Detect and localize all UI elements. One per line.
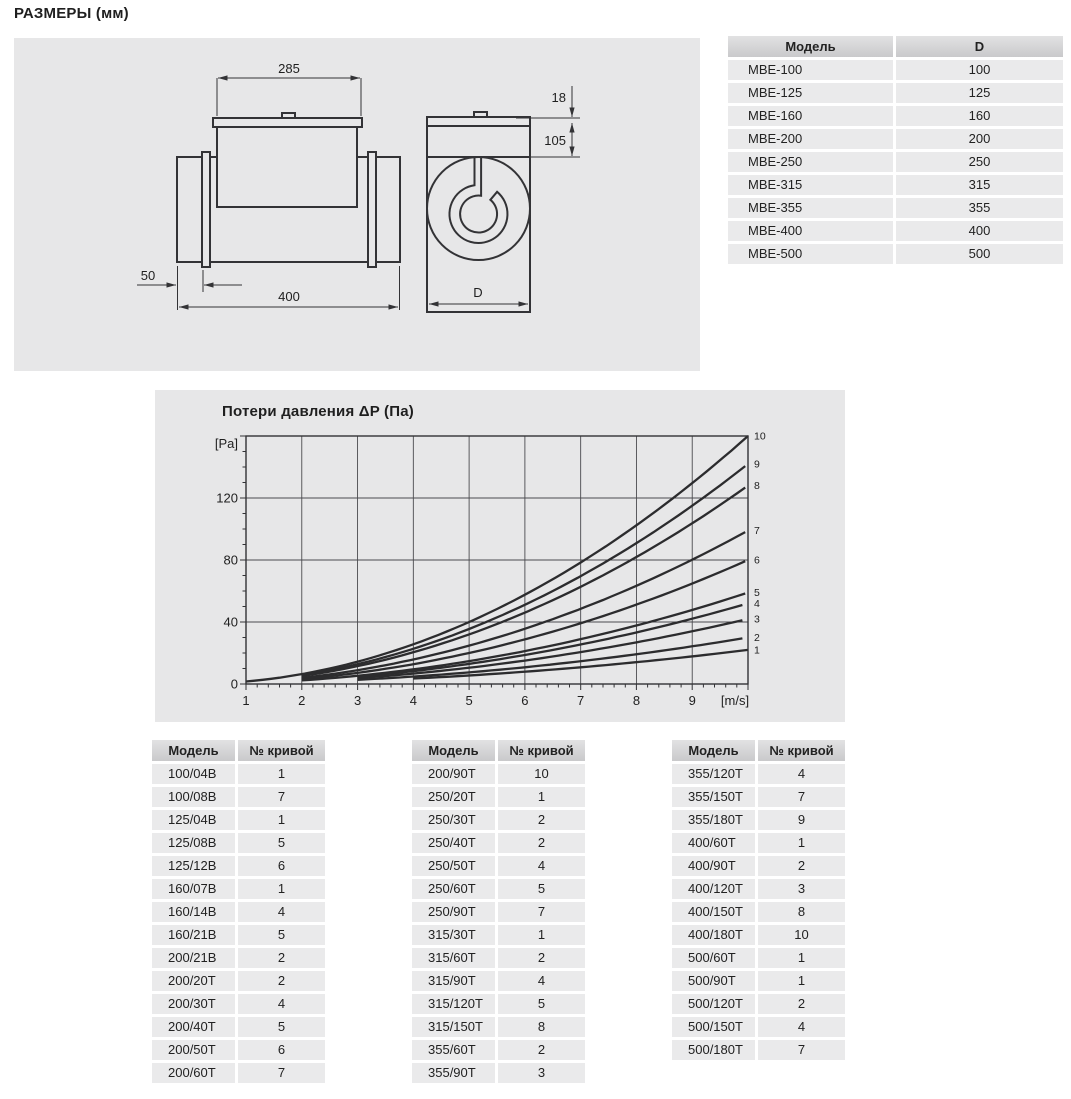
header-model: Модель (412, 740, 495, 761)
cell-model: 200/40T (152, 1017, 235, 1037)
cell-model: MBE-200 (728, 129, 893, 149)
cell-model: 315/120T (412, 994, 495, 1014)
cell-model: 100/04B (152, 764, 235, 784)
cell-value: 8 (498, 1017, 585, 1037)
table-row (152, 971, 325, 991)
cell-model: 500/120T (672, 994, 755, 1014)
cell-model: MBE-315 (728, 175, 893, 195)
cell-value: 1 (498, 787, 585, 807)
cell-value: 2 (498, 833, 585, 853)
cell-value: 125 (896, 83, 1063, 103)
table-row (412, 902, 585, 922)
table-row (152, 1040, 325, 1060)
table-row (152, 1063, 325, 1083)
cell-model: 250/40T (412, 833, 495, 853)
chart-title: Потери давления ΔP (Па) (222, 403, 414, 420)
table-row (672, 879, 845, 899)
cell-model: MBE-160 (728, 106, 893, 126)
cell-model: MBE-355 (728, 198, 893, 218)
cell-value: 5 (238, 1017, 325, 1037)
cell-value: 100 (896, 60, 1063, 80)
table-header-row (672, 740, 845, 761)
table-header-row (412, 740, 585, 761)
dim-285: 285 (278, 61, 300, 76)
cell-model: 160/07B (152, 879, 235, 899)
header-model: Модель (728, 36, 893, 57)
y-tick-label: 40 (223, 614, 238, 630)
cell-model: 500/180T (672, 1040, 755, 1060)
x-tick-label: 9 (688, 693, 696, 708)
cell-model: MBE-500 (728, 244, 893, 264)
table-row (672, 1040, 845, 1060)
cell-value: 2 (498, 948, 585, 968)
table-row (152, 879, 325, 899)
table-row (672, 833, 845, 853)
curve-label-4: 4 (754, 597, 760, 610)
y-tick-label: 120 (216, 490, 238, 506)
cell-value: 200 (896, 129, 1063, 149)
curve-4 (358, 605, 743, 677)
cell-value: 6 (238, 1040, 325, 1060)
dim-D: D (473, 285, 483, 300)
cell-value: 6 (238, 856, 325, 876)
table-row (412, 764, 585, 784)
curve-label-3: 3 (754, 613, 760, 626)
table-row (728, 106, 1063, 126)
y-tick-label: 0 (230, 676, 238, 692)
dim-18: 18 (551, 90, 566, 105)
cell-value: 1 (758, 833, 845, 853)
cell-value: 5 (238, 925, 325, 945)
curve-label-7: 7 (754, 525, 760, 538)
cell-value: 2 (238, 971, 325, 991)
page-title: РАЗМЕРЫ (мм) (14, 5, 129, 22)
cell-model: MBE-250 (728, 152, 893, 172)
x-tick-label: 1 (242, 693, 250, 708)
side-view (177, 113, 400, 267)
cell-value: 10 (498, 764, 585, 784)
curve-label-2: 2 (754, 632, 760, 644)
cell-model: MBE-125 (728, 83, 893, 103)
cell-value: 1 (238, 810, 325, 830)
cell-model: 200/90T (412, 764, 495, 784)
cell-model: 355/90T (412, 1063, 495, 1083)
cell-value: 5 (498, 879, 585, 899)
dimensions-drawing-panel (14, 38, 700, 371)
header-value: № кривой (498, 740, 585, 761)
x-tick-label: 5 (465, 693, 473, 708)
dim-50: 50 (140, 268, 156, 283)
cell-value: 315 (896, 175, 1063, 195)
cell-model: 355/120T (672, 764, 755, 784)
cell-value: 2 (498, 810, 585, 830)
cell-model: 200/60T (152, 1063, 235, 1083)
x-tick-label: 4 (409, 693, 417, 708)
table-row (728, 198, 1063, 218)
curve-10 (246, 436, 748, 682)
axis-ticks (240, 436, 748, 690)
cell-model: MBE-100 (728, 60, 893, 80)
cell-value: 250 (896, 152, 1063, 172)
table-row (152, 1017, 325, 1037)
table-row (412, 856, 585, 876)
cell-model: 400/150T (672, 902, 755, 922)
table-row (412, 810, 585, 830)
pressure-loss-chart-panel (155, 390, 845, 722)
cell-value: 5 (498, 994, 585, 1014)
cell-model: 400/60T (672, 833, 755, 853)
table-header-row (728, 36, 1063, 57)
cell-value: 160 (896, 106, 1063, 126)
cell-model: 250/50T (412, 856, 495, 876)
table-row (152, 764, 325, 784)
cell-model: 125/12B (152, 856, 235, 876)
cell-value: 7 (498, 902, 585, 922)
table-row (672, 1017, 845, 1037)
cell-model: 125/04B (152, 810, 235, 830)
cell-value: 7 (238, 787, 325, 807)
cell-value: 4 (238, 994, 325, 1014)
table-row (412, 948, 585, 968)
chart-curves (246, 436, 748, 682)
table-row (412, 971, 585, 991)
curve-table-3 (672, 740, 845, 1063)
heating-element-symbol (449, 157, 507, 243)
cell-value: 1 (758, 971, 845, 991)
y-tick-label: 80 (223, 552, 238, 568)
table-row (728, 129, 1063, 149)
cell-value: 1 (498, 925, 585, 945)
table-row (152, 856, 325, 876)
table-row (152, 787, 325, 807)
cell-model: 315/90T (412, 971, 495, 991)
table-row (728, 221, 1063, 241)
cell-value: 3 (498, 1063, 585, 1083)
dim-105: 105 (544, 133, 566, 148)
cell-model: 355/150T (672, 787, 755, 807)
model-diameter-table (728, 36, 1063, 267)
cell-value: 2 (758, 994, 845, 1014)
cell-model: 250/30T (412, 810, 495, 830)
cell-value: 500 (896, 244, 1063, 264)
curve-label-1: 1 (754, 644, 760, 657)
cell-model: 500/60T (672, 948, 755, 968)
cell-model: 200/20T (152, 971, 235, 991)
table-row (412, 879, 585, 899)
table-row (672, 856, 845, 876)
cell-model: 160/14B (152, 902, 235, 922)
cell-model: 315/150T (412, 1017, 495, 1037)
cell-value: 4 (758, 764, 845, 784)
cell-value: 2 (498, 1040, 585, 1060)
cell-value: 400 (896, 221, 1063, 241)
cell-model: 100/08B (152, 787, 235, 807)
curve-label-5: 5 (754, 587, 760, 600)
cell-value: 7 (758, 1040, 845, 1060)
table-row (412, 994, 585, 1014)
cell-model: 200/30T (152, 994, 235, 1014)
header-model: Модель (152, 740, 235, 761)
table-row (412, 1063, 585, 1083)
curve-table-1 (152, 740, 325, 1086)
table-row (412, 787, 585, 807)
cell-model: 400/90T (672, 856, 755, 876)
x-tick-label: 6 (521, 693, 529, 708)
curve-number-labels (754, 431, 766, 657)
cell-value: 4 (238, 902, 325, 922)
cell-model: 400/120T (672, 879, 755, 899)
cell-model: 400/180T (672, 925, 755, 945)
table-row (412, 833, 585, 853)
y-axis-unit: [Pa] (214, 436, 238, 451)
cell-model: 200/50T (152, 1040, 235, 1060)
x-tick-label: 8 (632, 693, 641, 708)
table-row (728, 83, 1063, 103)
table-row (672, 902, 845, 922)
cell-model: 315/30T (412, 925, 495, 945)
table-row (152, 902, 325, 922)
cell-value: 1 (238, 764, 325, 784)
table-row (728, 60, 1063, 80)
table-header-row (152, 740, 325, 761)
cell-value: 1 (758, 948, 845, 968)
cell-model: 250/90T (412, 902, 495, 922)
table-row (672, 994, 845, 1014)
x-tick-label: 3 (353, 693, 362, 708)
x-tick-label: 7 (577, 693, 585, 708)
curve-label-6: 6 (754, 554, 760, 567)
table-row (152, 810, 325, 830)
table-row (152, 994, 325, 1014)
cell-model: 355/60T (412, 1040, 495, 1060)
header-value: D (896, 36, 1063, 57)
table-row (672, 971, 845, 991)
table-row (672, 810, 845, 830)
x-axis-unit: [m/s] (720, 693, 750, 708)
table-row (672, 925, 845, 945)
table-row (412, 925, 585, 945)
cell-value: 10 (758, 925, 845, 945)
cell-value: 9 (758, 810, 845, 830)
cell-model: 160/21B (152, 925, 235, 945)
table-row (728, 244, 1063, 264)
cell-model: 355/180T (672, 810, 755, 830)
table-row (728, 152, 1063, 172)
table-row (152, 833, 325, 853)
cell-model: 200/21B (152, 948, 235, 968)
cell-model: MBE-400 (728, 221, 893, 241)
curve-9 (302, 466, 745, 675)
cell-model: 500/150T (672, 1017, 755, 1037)
curve-label-10: 10 (754, 430, 766, 443)
cell-value: 7 (758, 787, 845, 807)
cell-value: 2 (758, 856, 845, 876)
cell-value: 1 (238, 879, 325, 899)
cell-value: 8 (758, 902, 845, 922)
cell-model: 125/08B (152, 833, 235, 853)
cell-model: 315/60T (412, 948, 495, 968)
header-value: № кривой (238, 740, 325, 761)
table-row (152, 925, 325, 945)
cell-value: 5 (238, 833, 325, 853)
cell-value: 4 (498, 856, 585, 876)
cell-model: 500/90T (672, 971, 755, 991)
table-row (728, 175, 1063, 195)
table-row (152, 948, 325, 968)
curve-label-9: 9 (754, 458, 760, 471)
table-row (672, 787, 845, 807)
cell-value: 355 (896, 198, 1063, 218)
header-value: № кривой (758, 740, 845, 761)
technical-drawing (14, 38, 700, 371)
cell-value: 3 (758, 879, 845, 899)
curve-label-8: 8 (754, 480, 760, 493)
table-row (672, 948, 845, 968)
table-row (412, 1017, 585, 1037)
table-row (412, 1040, 585, 1060)
cell-value: 4 (498, 971, 585, 991)
front-view (427, 112, 530, 312)
cell-value: 2 (238, 948, 325, 968)
table-row (672, 764, 845, 784)
cell-model: 250/20T (412, 787, 495, 807)
dim-400: 400 (278, 289, 300, 304)
cell-value: 7 (238, 1063, 325, 1083)
x-tick-label: 2 (298, 693, 306, 708)
header-model: Модель (672, 740, 755, 761)
cell-value: 4 (758, 1017, 845, 1037)
cell-model: 250/60T (412, 879, 495, 899)
curve-table-2 (412, 740, 585, 1086)
pressure-loss-chart (155, 390, 845, 722)
